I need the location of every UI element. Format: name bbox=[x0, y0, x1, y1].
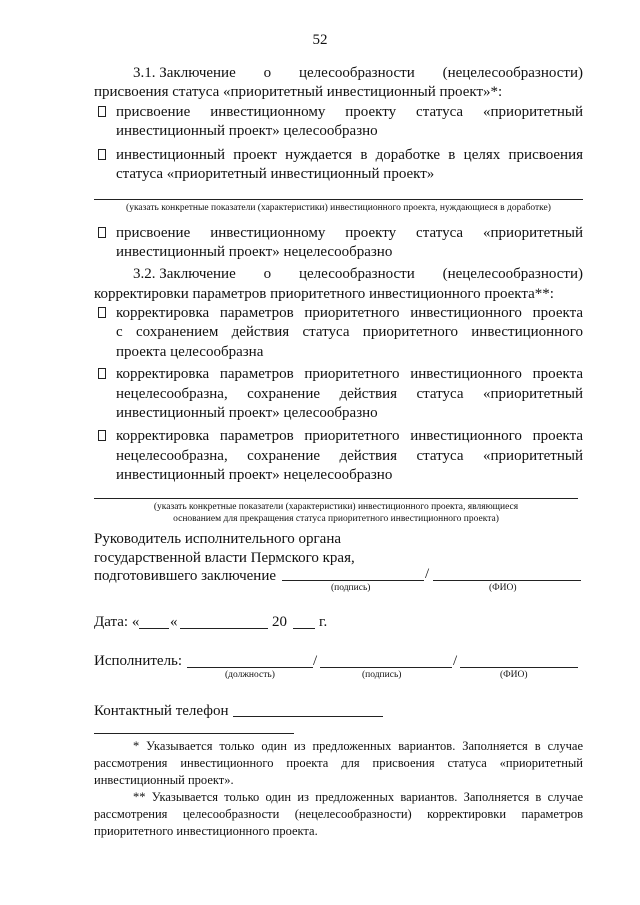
date-year-prefix: 20 bbox=[272, 614, 287, 630]
option-text: корректировка параметров приоритетного инвестиционного проекта bbox=[116, 428, 583, 444]
option-text: нецелесообразна, сохранение действия статуса «приоритетный bbox=[116, 386, 583, 402]
footnote-1: * Указывается только один из предложенных вариантов. Заполняется в случае bbox=[133, 739, 583, 753]
option-text: с сохранением действия статуса приоритетного инвестиционного bbox=[116, 324, 583, 340]
option-text: инвестиционный проект» целесообразно bbox=[116, 123, 378, 139]
fill-in-hint: (указать конкретные показатели (характеристики) инвестиционного проекта, нуждающиеся в доработке) bbox=[126, 203, 551, 213]
section-3-1-subheading: присвоения статуса «приоритетный инвестиционный проект»*: bbox=[94, 84, 503, 100]
page-number: 52 bbox=[312, 32, 328, 48]
signatory-title: государственной власти Пермского края, bbox=[94, 550, 355, 566]
slash-separator: / bbox=[313, 653, 318, 669]
date-year-field[interactable] bbox=[293, 628, 315, 629]
fill-in-line[interactable] bbox=[94, 199, 583, 200]
footnote-1: рассмотрения инвестиционного проекта для присвоения статуса «приоритетный bbox=[94, 756, 583, 770]
caption-fio: (ФИО) bbox=[489, 583, 517, 593]
caption-signature: (подпись) bbox=[362, 670, 402, 680]
fill-in-hint: (указать конкретные показатели (характеристики) инвестиционного проекта, являющиеся bbox=[153, 502, 519, 512]
date-month-field[interactable] bbox=[180, 628, 268, 629]
option-text: корректировка параметров приоритетного инвестиционного проекта bbox=[116, 305, 583, 321]
fill-in-line[interactable] bbox=[94, 498, 578, 499]
executor-label: Исполнитель: bbox=[94, 653, 183, 669]
slash-separator: / bbox=[425, 566, 430, 582]
fill-in-hint: основанием для прекращения статуса приоритетного инвестиционного проекта) bbox=[173, 514, 499, 524]
checkbox-3-1-option-2[interactable] bbox=[98, 149, 106, 160]
option-text: присвоение инвестиционному проекту статуса «приоритетный bbox=[116, 104, 583, 120]
checkbox-3-2-option-2[interactable] bbox=[98, 368, 106, 379]
option-text: инвестиционный проект» целесообразно bbox=[116, 405, 378, 421]
signature-field[interactable] bbox=[282, 580, 424, 581]
caption-signature: (подпись) bbox=[331, 583, 371, 593]
option-text: проекта целесообразна bbox=[116, 344, 264, 360]
section-3-2-subheading: корректировки параметров приоритетного инвестиционного проекта**: bbox=[94, 286, 554, 302]
option-text: инвестиционный проект» нецелесообразно bbox=[116, 244, 393, 260]
option-text: статуса «приоритетный инвестиционный проект» bbox=[116, 166, 435, 182]
checkbox-3-1-option-3[interactable] bbox=[98, 227, 106, 238]
date-suffix: г. bbox=[319, 614, 328, 630]
option-text: инвестиционный проект» нецелесообразно bbox=[116, 467, 393, 483]
checkbox-3-2-option-3[interactable] bbox=[98, 430, 106, 441]
phone-field[interactable] bbox=[233, 716, 383, 717]
executor-position-field[interactable] bbox=[187, 667, 313, 668]
caption-fio: (ФИО) bbox=[500, 670, 528, 680]
executor-fio-field[interactable] bbox=[460, 667, 578, 668]
date-label: Дата: « bbox=[94, 614, 140, 630]
slash-separator: / bbox=[453, 653, 458, 669]
option-text: корректировка параметров приоритетного инвестиционного проекта bbox=[116, 366, 583, 382]
footnote-2: ** Указывается только один из предложенных вариантов. Заполняется в случае bbox=[133, 790, 583, 804]
option-text: инвестиционный проект нуждается в доработке в целях присвоения bbox=[116, 147, 583, 163]
section-3-1-heading: 3.1. Заключение о целесообразности (нецелесообразности) bbox=[133, 65, 583, 81]
signatory-title: Руководитель исполнительного органа bbox=[94, 531, 342, 547]
checkbox-3-2-option-1[interactable] bbox=[98, 307, 106, 318]
footnote-2: рассмотрения целесообразности (нецелесообразности) корректировки параметров bbox=[94, 807, 583, 821]
date-day-field[interactable] bbox=[139, 628, 169, 629]
option-text: присвоение инвестиционному проекту статуса «приоритетный bbox=[116, 225, 583, 241]
footnote-divider bbox=[94, 733, 294, 734]
caption-position: (должность) bbox=[225, 670, 275, 680]
date-quote: « bbox=[170, 614, 178, 630]
checkbox-3-1-option-1[interactable] bbox=[98, 106, 106, 117]
signatory-title: подготовившего заключение bbox=[94, 568, 276, 584]
footnote-1: инвестиционный проект». bbox=[94, 773, 234, 787]
fio-field[interactable] bbox=[433, 580, 581, 581]
option-text: нецелесообразна, сохранение действия статуса «приоритетный bbox=[116, 448, 583, 464]
footnote-2: приоритетного инвестиционного проекта. bbox=[94, 824, 318, 838]
phone-label: Контактный телефон bbox=[94, 703, 229, 719]
executor-signature-field[interactable] bbox=[320, 667, 452, 668]
section-3-2-heading: 3.2. Заключение о целесообразности (нецелесообразности) bbox=[133, 266, 583, 282]
